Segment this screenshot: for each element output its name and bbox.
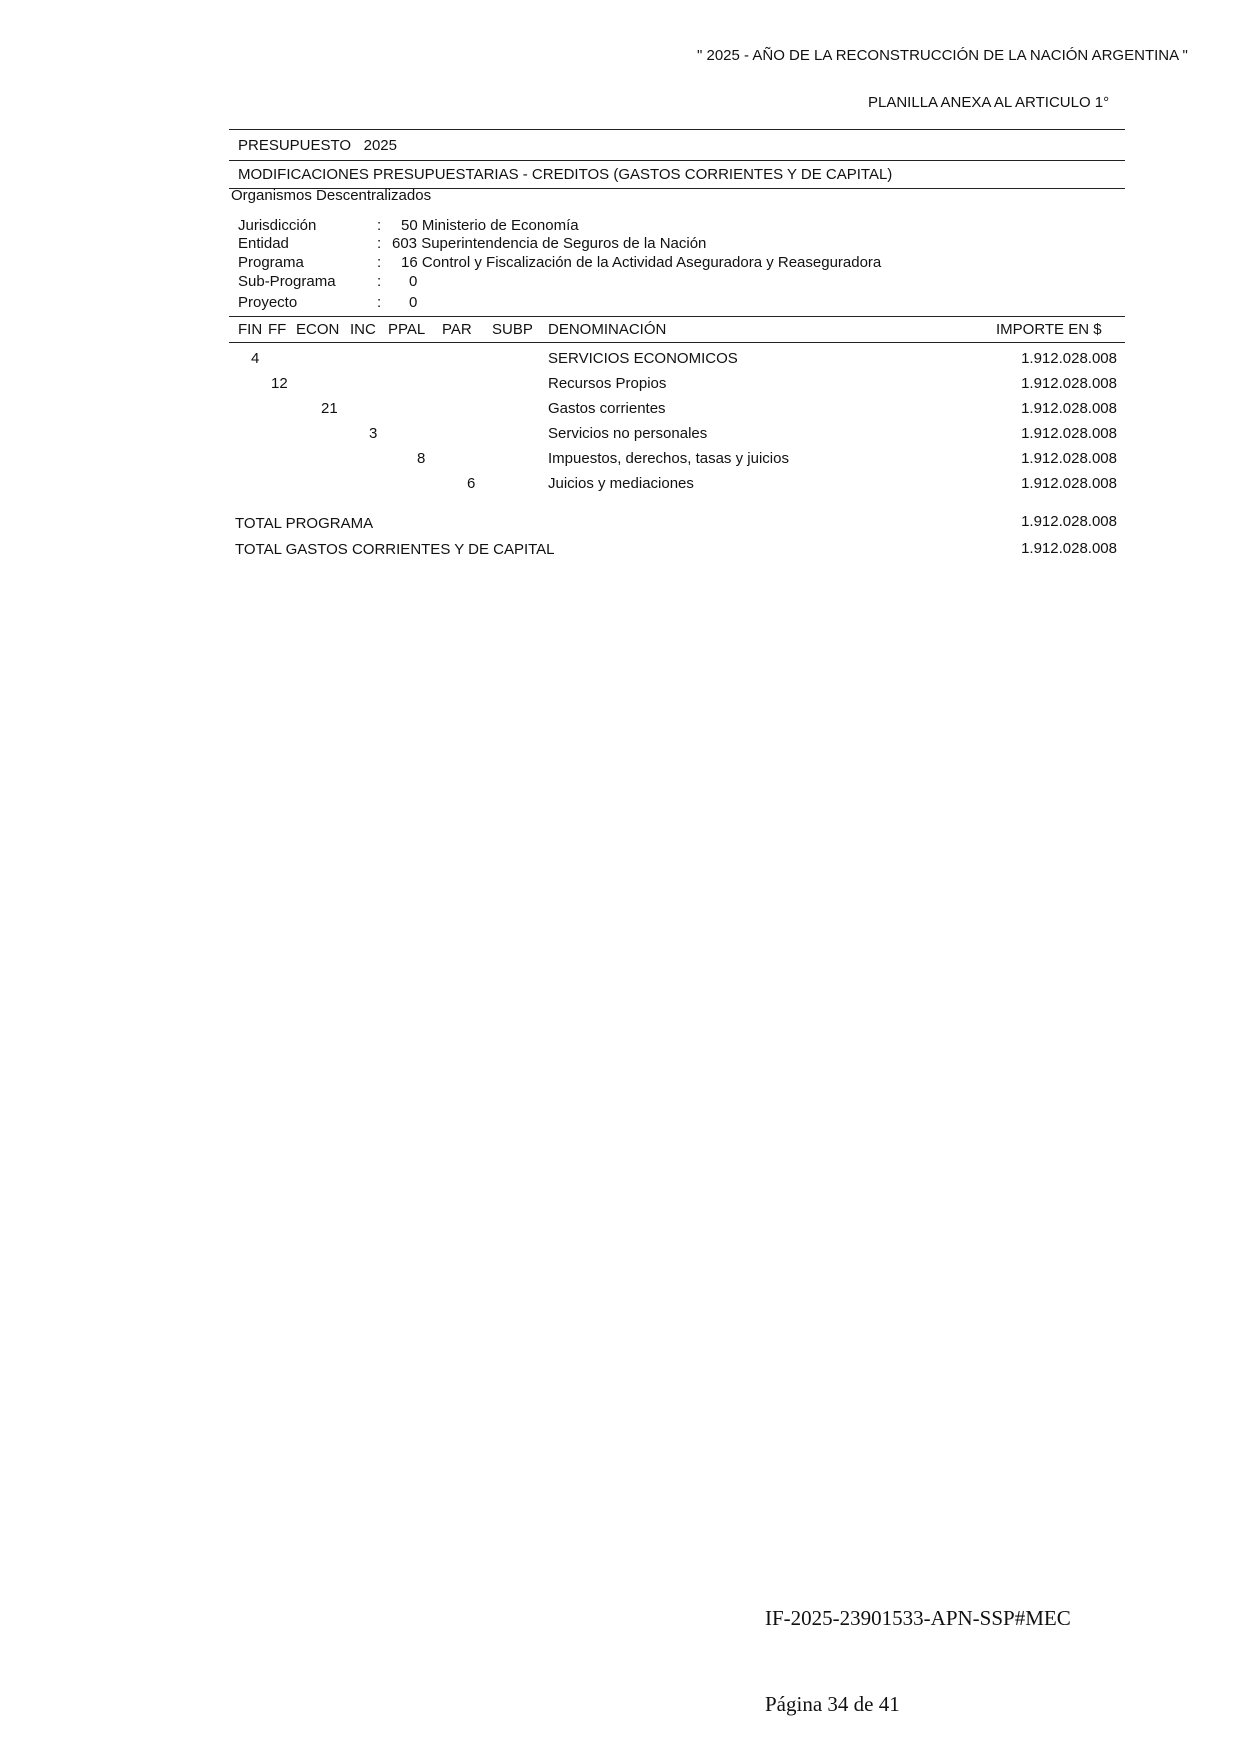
divider-table-top: [229, 316, 1125, 317]
divider-top: [229, 129, 1125, 130]
row-denominacion: Servicios no personales: [548, 425, 708, 442]
total-gastos-value: 1.912.028.008: [1021, 540, 1117, 557]
row-denominacion: Impuestos, derechos, tasas y juicios: [548, 450, 789, 467]
organism-type: Organismos Descentralizados: [231, 187, 432, 204]
col-inc: INC: [350, 321, 376, 338]
year-motto: " 2025 - AÑO DE LA RECONSTRUCCIÓN DE LA NACIÓN ARGENTINA ": [697, 47, 1188, 64]
row-importe: 1.912.028.008: [1021, 400, 1117, 417]
divider-table-header: [229, 342, 1125, 343]
annex-title: PLANILLA ANEXA AL ARTICULO 1°: [868, 94, 1110, 111]
jurisdiccion-value: 50 Ministerio de Economía: [401, 217, 579, 234]
col-subp: SUBP: [492, 321, 533, 338]
row-importe: 1.912.028.008: [1021, 425, 1117, 442]
budget-title: [238, 137, 397, 154]
total-gastos-label: TOTAL GASTOS CORRIENTES Y DE CAPITAL: [235, 541, 555, 558]
col-denominacion: DENOMINACIÓN: [548, 321, 667, 338]
entidad-value: 603 Superintendencia de Seguros de la Nación: [392, 235, 707, 252]
proyecto-label: Proyecto: [238, 294, 298, 311]
col-par: PAR: [442, 321, 472, 338]
programa-sep: :: [377, 254, 382, 271]
modifications-title: MODIFICACIONES PRESUPUESTARIAS - CREDITOS (GASTOS CORRIENTES Y DE CAPITAL): [238, 166, 893, 183]
proyecto-value: 0: [409, 294, 418, 311]
subprograma-value: 0: [409, 273, 418, 290]
row-code: 12: [271, 375, 288, 392]
row-code: 8: [417, 450, 426, 467]
budget-year: 2025: [363, 137, 397, 154]
row-denominacion: Juicios y mediaciones: [548, 475, 694, 492]
row-denominacion: Recursos Propios: [548, 375, 667, 392]
col-fin: FIN: [238, 321, 263, 338]
entidad-sep: :: [377, 235, 382, 252]
subprograma-label: Sub-Programa: [238, 273, 336, 290]
row-importe: 1.912.028.008: [1021, 450, 1117, 467]
divider-budget: [229, 160, 1125, 161]
col-importe: IMPORTE EN $: [996, 321, 1102, 338]
row-importe: 1.912.028.008: [1021, 475, 1117, 492]
row-denominacion: Gastos corrientes: [548, 400, 666, 417]
entidad-label: Entidad: [238, 235, 289, 252]
total-programa-value: 1.912.028.008: [1021, 513, 1117, 530]
col-econ: ECON: [296, 321, 340, 338]
row-code: 3: [369, 425, 378, 442]
budget-label: PRESUPUESTO: [238, 137, 352, 154]
jurisdiccion-label: Jurisdicción: [238, 217, 317, 234]
row-code: 6: [467, 475, 476, 492]
jurisdiccion-sep: :: [377, 217, 382, 234]
subprograma-sep: :: [377, 273, 382, 290]
row-code: 4: [251, 350, 260, 367]
col-ff: FF: [268, 321, 287, 338]
document-id: IF-2025-23901533-APN-SSP#MEC: [765, 1606, 1071, 1630]
page-number: Página 34 de 41: [765, 1692, 900, 1716]
row-importe: 1.912.028.008: [1021, 375, 1117, 392]
total-programa-label: TOTAL PROGRAMA: [235, 515, 374, 532]
row-denominacion: SERVICIOS ECONOMICOS: [548, 350, 738, 367]
proyecto-sep: :: [377, 294, 382, 311]
row-code: 21: [321, 400, 338, 417]
row-importe: 1.912.028.008: [1021, 350, 1117, 367]
col-ppal: PPAL: [388, 321, 426, 338]
programa-label: Programa: [238, 254, 304, 271]
programa-value: 16 Control y Fiscalización de la Actividad Aseguradora y Reaseguradora: [401, 254, 882, 271]
